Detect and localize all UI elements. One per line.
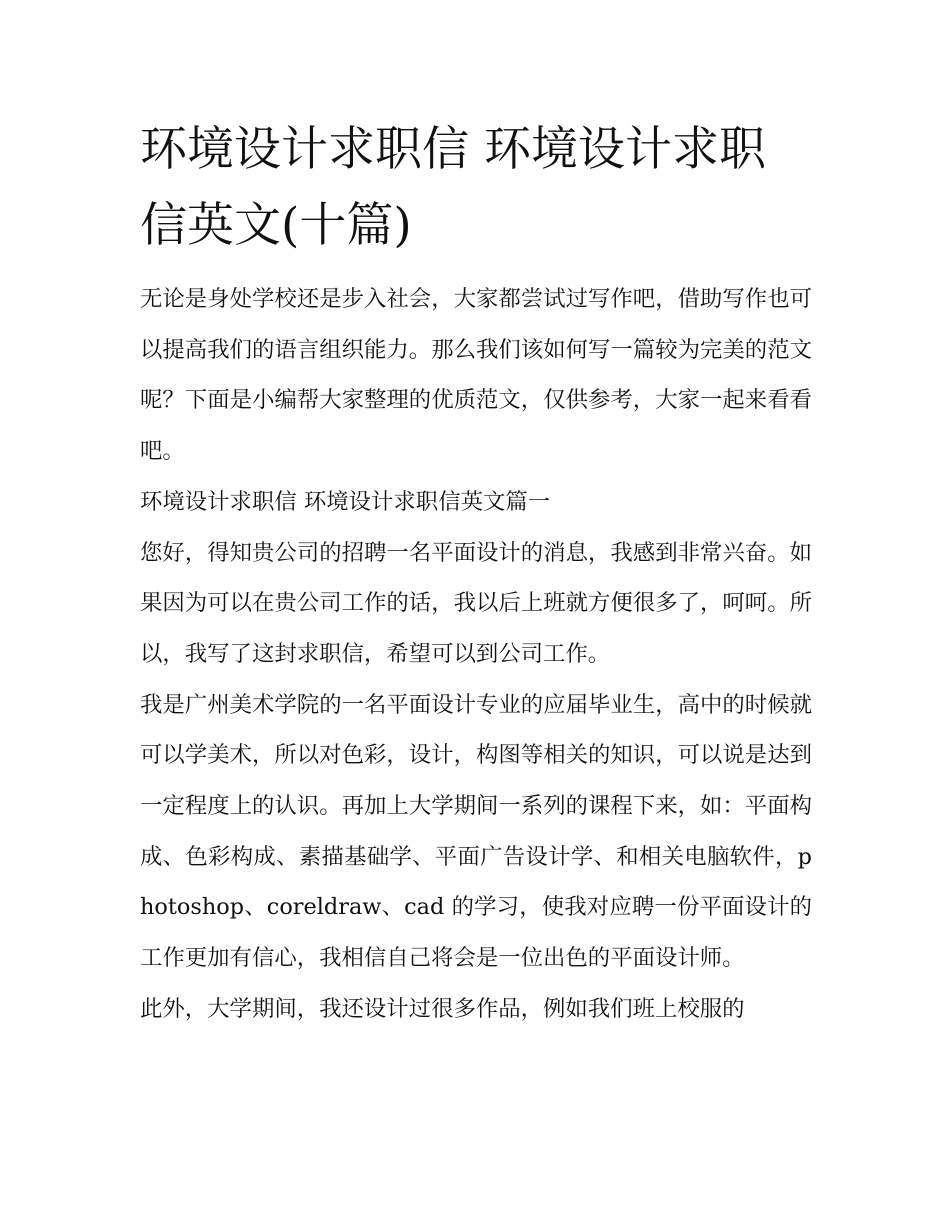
intro-paragraph: 无论是身处学校还是步入社会，大家都尝试过写作吧，借助写作也可以提高我们的语言组织能力。那么我们该如何写一篇较为完美的范文呢？下面是小编帮大家整理的优质范文，仅供参考，大家一起来看看吧。 (140, 286, 812, 465)
body-paragraph-3: 此外，大学期间，我还设计过很多作品，例如我们班上校服的 (140, 995, 745, 1022)
body-paragraph-2: 我是广州美术学院的一名平面设计专业的应届毕业生，高中的时候就可以学美术，所以对色彩，设计，构图等相关的知识，可以说是达到一定程度上的认识。再加上大学期间一系列的课程下来，如：平面构成、色彩构成、素描基础学、平面广告设计学、和相关电脑软件，photoshop、coreldraw、cad 的学习，使我对应聘一份平面设计的工作更加有信心，我相信自己将会是一位出色的平面设计师。 (140, 691, 812, 972)
body-paragraph-1: 您好，得知贵公司的招聘一名平面设计的消息，我感到非常兴奋。如果因为可以在贵公司工作的话，我以后上班就方便很多了，呵呵。所以，我写了这封求职信，希望可以到公司工作。 (140, 539, 812, 667)
document-title: 环境设计求职信 环境设计求职信英文(十篇) (140, 122, 766, 253)
section-heading: 环境设计求职信 环境设计求职信英文篇一 (140, 488, 551, 515)
document-page (140, 112, 812, 1035)
